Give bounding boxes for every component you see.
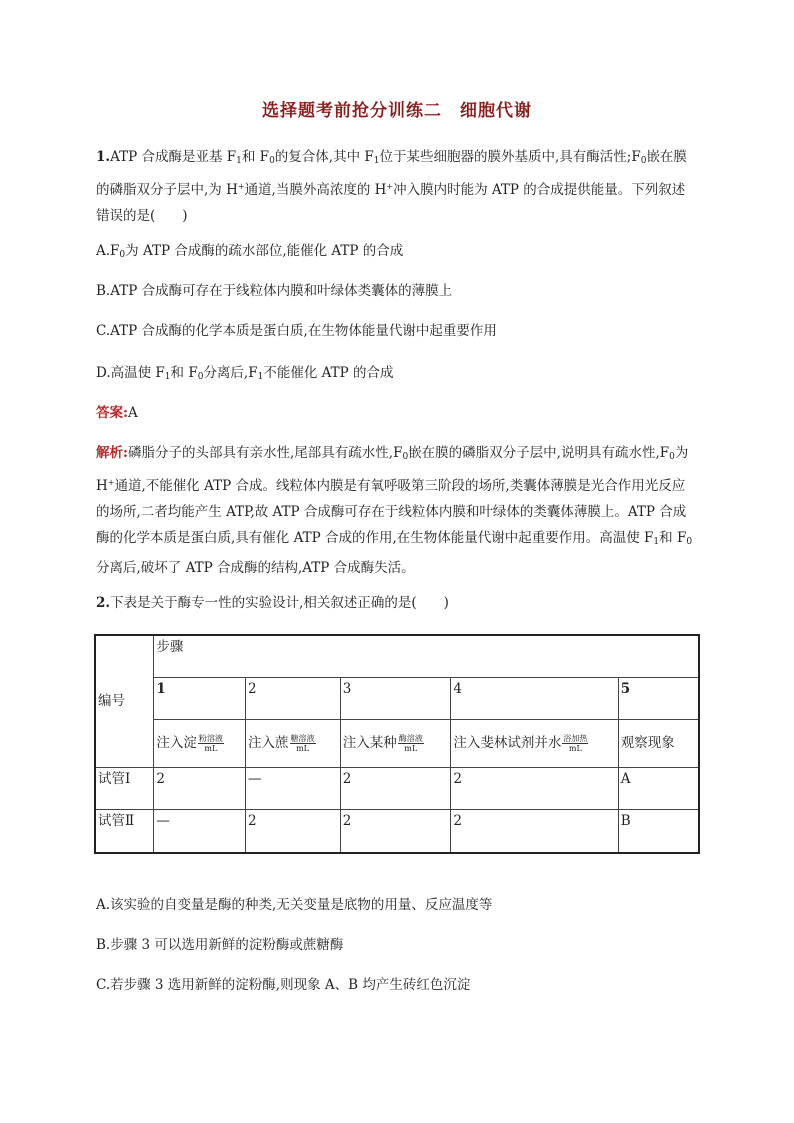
answer-label: 答案: [96,405,128,421]
step-number: 4 [451,677,618,719]
answer-line [96,400,698,426]
experiment-table [94,634,700,854]
table-cell: 2 [246,809,341,853]
page-title: 选择题考前抢分训练二 细胞代谢 [262,101,532,121]
question-2-option-c: C.若步骤 3 选用新鲜的淀粉酶,则现象 A、B 均产生砖红色沉淀 [96,977,471,993]
table-cell: 2 [340,767,451,809]
question-1-stem: 1.ATP 合成酶是亚基 $F_1$和 $F_0$的复合体,其中 $F_1$位于某些细胞器的膜外基质中,具有酶活性$;F_0$嵌在膜的磷脂双分子层中,为 H+通道,当膜外高浓度的 H+冲入膜内时能为 ATP 的合成提供能量。下列叙述错误的是( ) [96,149,687,224]
table-cell: 2 [451,767,618,809]
question-number: 2. [96,595,111,611]
table-row [95,809,699,853]
step-3-desc: 注入某种 $\frac{\text{酶溶液}}{mL}$ [340,719,451,767]
analysis-label: 解析: [96,445,128,461]
row-name: 试管Ⅰ [95,767,154,809]
analysis-paragraph: 解析:磷脂分子的头部具有亲水性,尾部具有疏水性$,F_0$嵌在膜的磷脂双分子层中,说明具有疏水性$,F_0$为 H+通道,不能催化 ATP 合成。线粒体内膜是有氧呼吸第三阶段的场所,类囊体薄膜是光合作用光反应的场所,二者均能产生 ATP,故 ATP 合成酶可存在于线粒体内膜和叶绿体的类囊体薄膜上。ATP 合成酶的化学本质是蛋白质,具有催化 ATP 合成的作用,在生物体能量代谢中起重要作用。高温使 $F_1$和 $F_0$分离后,破坏了 ATP 合成酶的结构,ATP 合成酶失活。 [96,445,693,576]
question-number: 1. [96,149,111,165]
question-1-option-d: D.高温使 $F_1$和 $F_0$分离后$,F_1$不能催化 ATP 的合成 [96,365,394,382]
question-2-option-b: B.步骤 3 可以选用新鲜的淀粉酶或蔗糖酶 [96,937,344,953]
question-2-stem: 2.下表是关于酶专一性的实验设计,相关叙述正确的是( ) [96,595,449,611]
step-number: 1 [154,677,246,719]
question-1-option-c: C.ATP 合成酶的化学本质是蛋白质,在生物体能量代谢中起重要作用 [96,323,497,339]
table-cell: 2 [154,767,246,809]
step-number: 5 [618,677,699,719]
table-cell: A [618,767,699,809]
question-1-option-a: $A.F_0$为 ATP 合成酶的疏水部位,能催化 ATP 的合成 [96,243,404,260]
step-number: 3 [340,677,451,719]
answer-value: A [127,405,138,421]
step-1-desc: 注入淀 $\frac{\text{粉溶液}}{mL}$ [154,719,246,767]
question-2-option-a: A.该实验的自变量是酶的种类,无关变量是底物的用量、反应温度等 [96,897,493,913]
table-cell: — [246,767,341,809]
table-cell: B [618,809,699,853]
step-5-desc: 观察现象 [618,719,699,767]
step-number: 2 [246,677,341,719]
step-2-desc: 注入蔗 $\frac{\text{糖溶液}}{mL}$ [246,719,341,767]
header-id: 编号 [95,635,154,767]
header-steps: 步骤 [154,635,699,677]
table-cell: — [154,809,246,853]
step-4-desc: 注入斐林试剂并水 $\frac{\text{浴加热}}{mL}$ [451,719,618,767]
table-row [95,767,699,809]
table-cell: 2 [451,809,618,853]
question-1-option-b: B.ATP 合成酶可存在于线粒体内膜和叶绿体类囊体的薄膜上 [96,283,453,299]
row-name: 试管Ⅱ [95,809,154,853]
table-cell: 2 [340,809,451,853]
